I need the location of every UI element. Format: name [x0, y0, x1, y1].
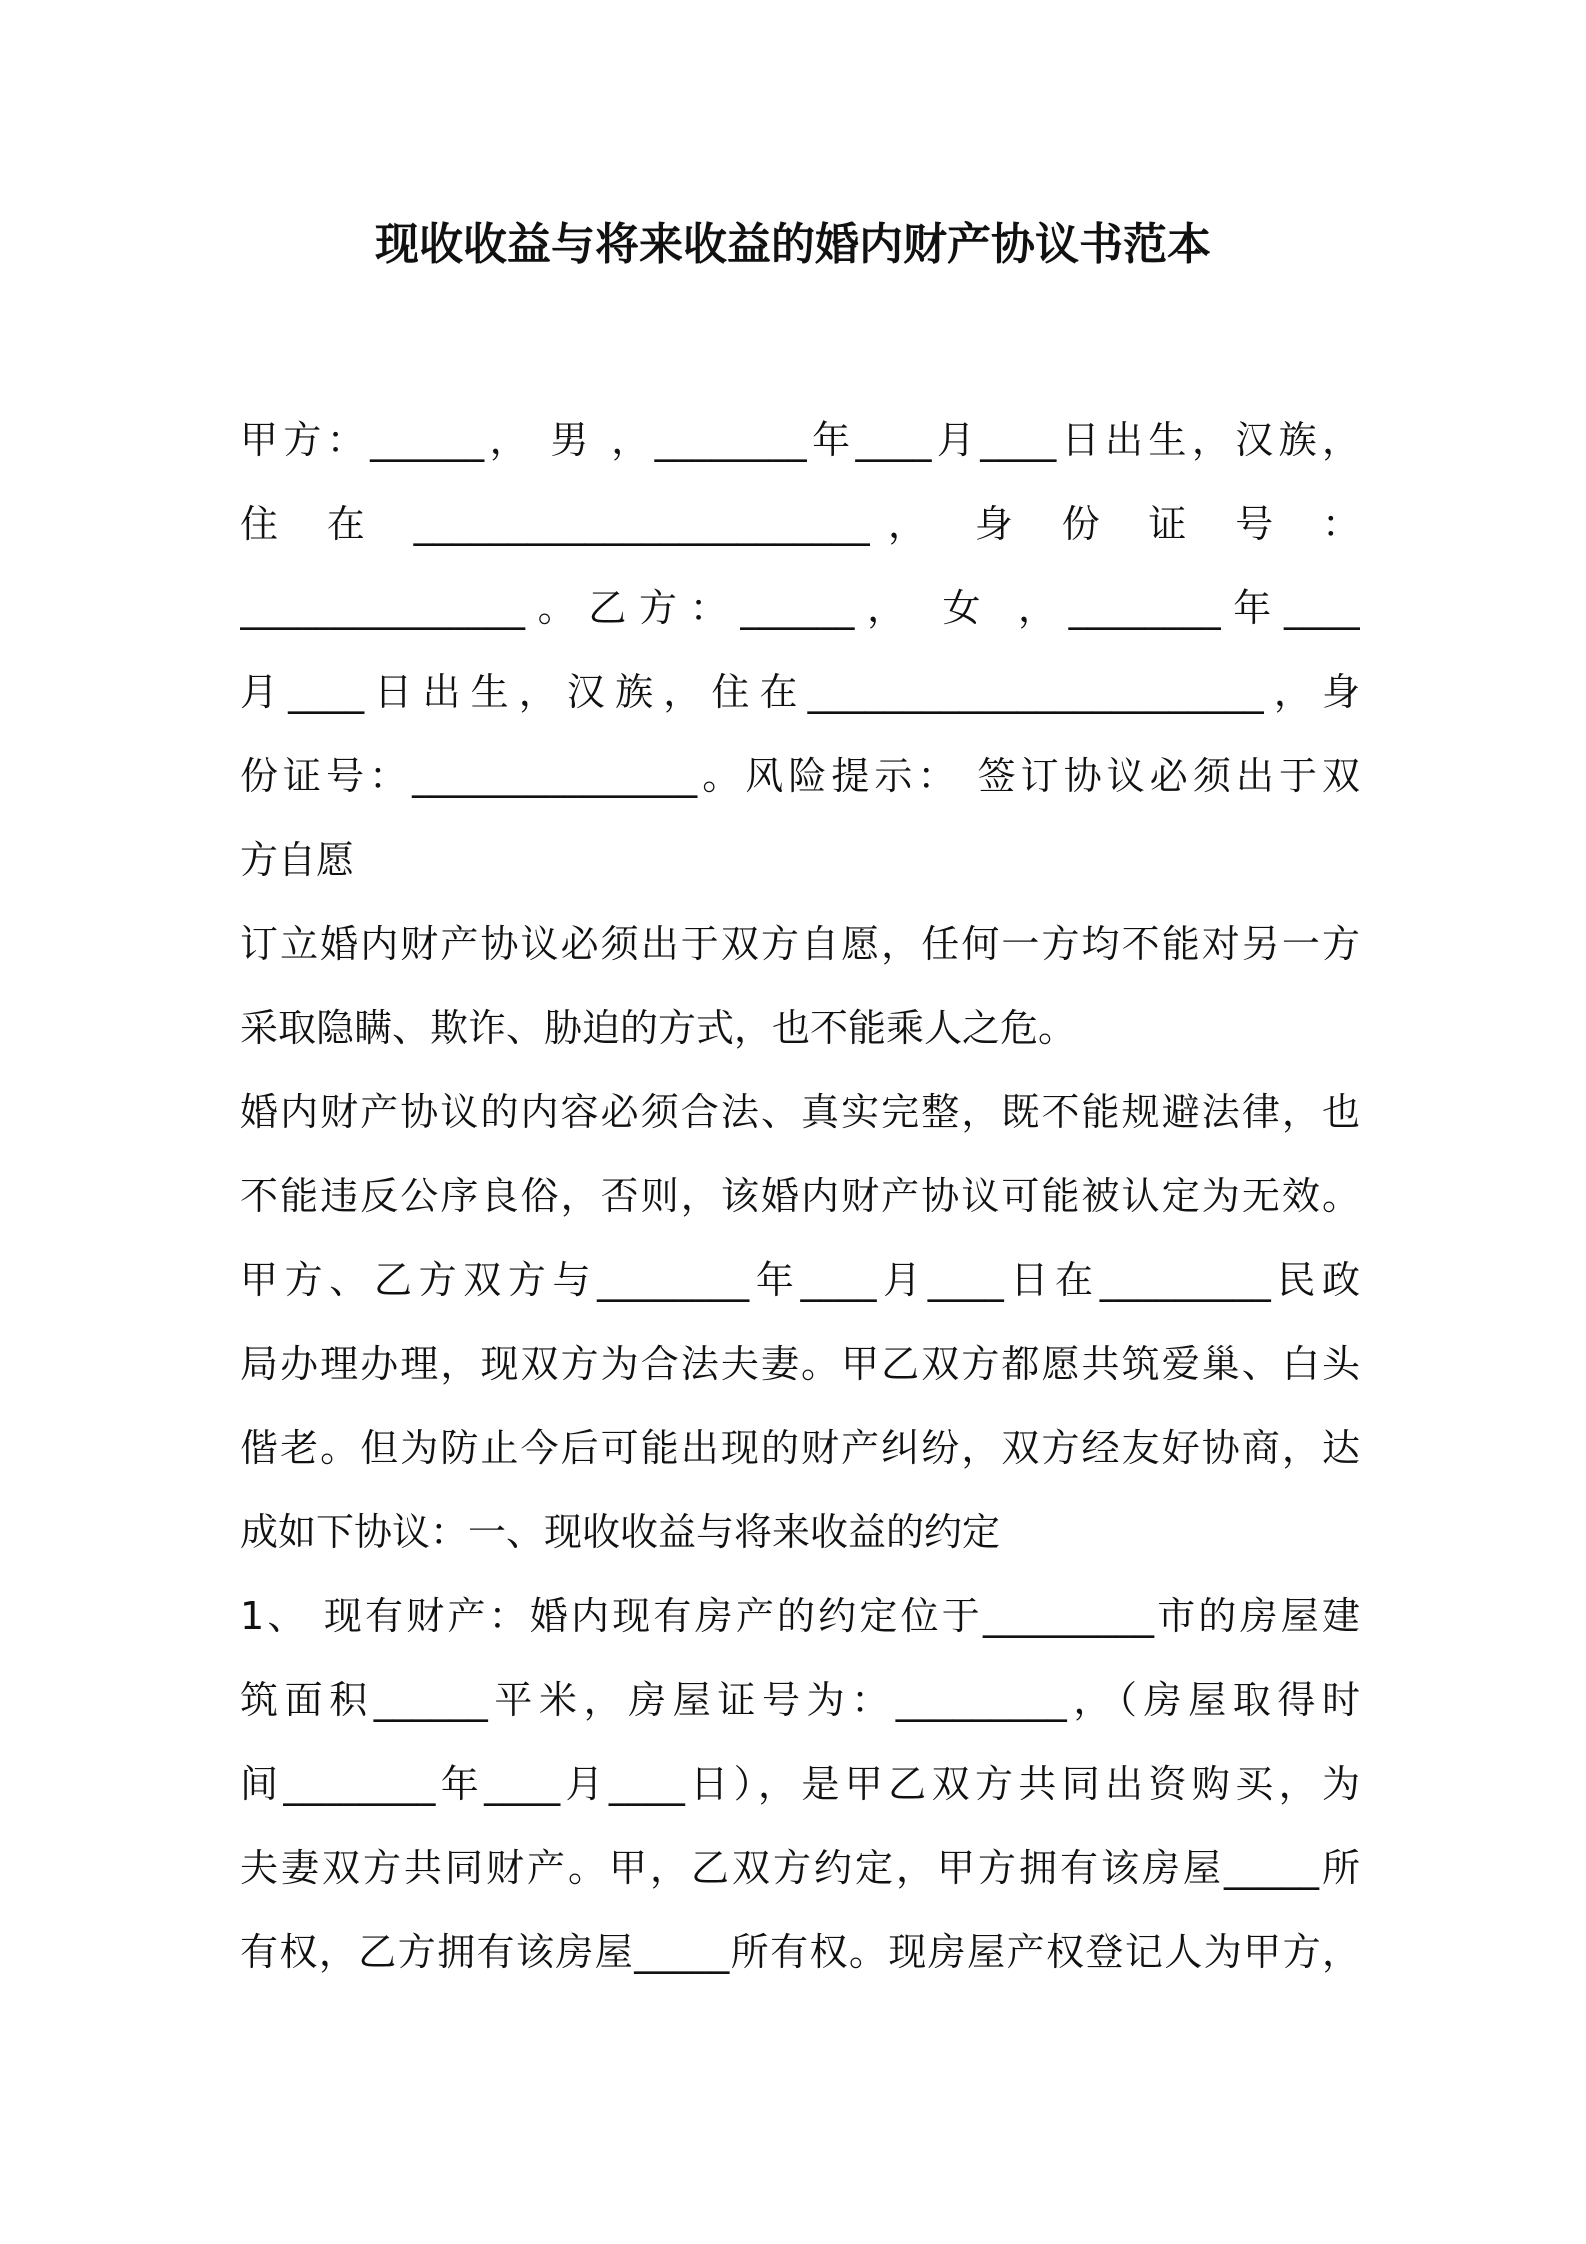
body-line-1: 甲方：______， 男 ，________年____月____日出生，汉族， — [240, 418, 1360, 462]
body-line-7: 订立婚内财产协议必须出于双方自愿，任何一方均不能对另一方 — [240, 922, 1360, 966]
body-line-3: _______________。乙方：______， 女 ，________年____ — [240, 586, 1360, 630]
body-line-10: 不能违反公序良俗，否则，该婚内财产协议可能被认定为无效。 — [240, 1174, 1360, 1218]
body-line-9: 婚内财产协议的内容必须合法、真实完整，既不能规避法律，也 — [240, 1090, 1360, 1134]
body-line-8: 采取隐瞒、欺诈、胁迫的方式，也不能乘人之危。 — [240, 1006, 1077, 1050]
body-line-6: 方自愿 — [240, 838, 355, 882]
body-line-5: 份证号：_______________。风险提示： 签订协议必须出于双 — [240, 754, 1360, 798]
body-line-18: 夫妻双方共同财产。甲，乙双方约定，甲方拥有该房屋_____所 — [240, 1846, 1360, 1890]
body-line-11: 甲方、乙方双方与________年____月____日在_________民政 — [240, 1258, 1360, 1302]
document-title: 现收收益与将来收益的婚内财产协议书范本 — [375, 219, 1211, 270]
body-line-14: 成如下协议：一、现收收益与将来收益的约定 — [240, 1510, 1001, 1554]
body-line-16: 筑面积______平米，房屋证号为：_________，（房屋取得时 — [240, 1678, 1360, 1722]
body-line-13: 偕老。但为防止今后可能出现的财产纠纷，双方经友好协商，达 — [240, 1426, 1360, 1470]
body-line-2: 住 在 ________________________， 身 份 证 号 ： — [240, 502, 1360, 546]
body-line-17: 间________年____月____日），是甲乙双方共同出资购买，为 — [240, 1762, 1360, 1806]
body-line-4: 月____日出生，汉族，住在________________________，身 — [240, 670, 1360, 714]
body-line-12: 局办理办理，现双方为合法夫妻。甲乙双方都愿共筑爱巢、白头 — [240, 1342, 1360, 1386]
body-line-15: 1、 现有财产：婚内现有房产的约定位于_________市的房屋建 — [240, 1594, 1360, 1638]
body-line-19: 有权，乙方拥有该房屋_____所有权。现房屋产权登记人为甲方， — [240, 1930, 1360, 1974]
